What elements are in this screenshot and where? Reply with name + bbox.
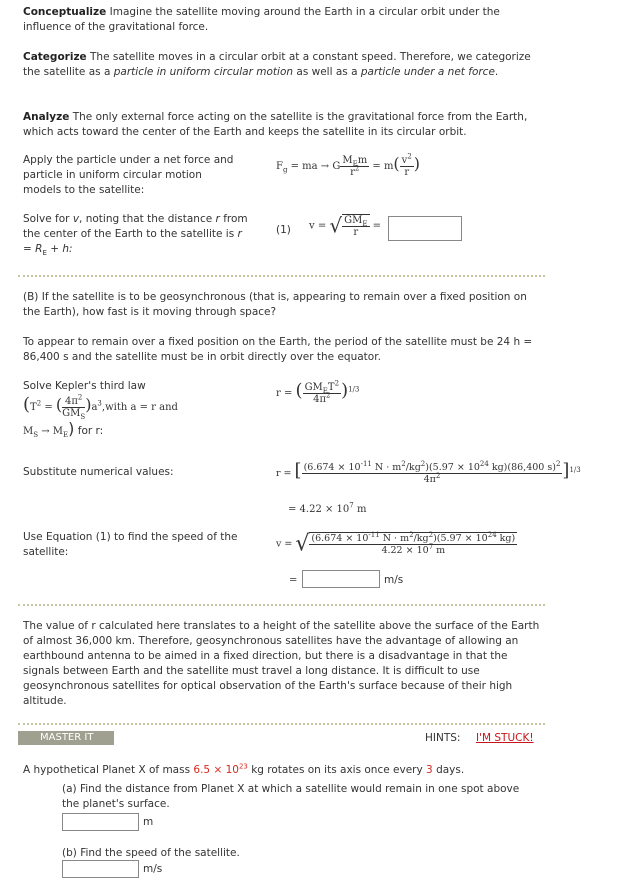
hints-label: HINTS: — [425, 732, 461, 744]
kepler-for-r: for r: — [77, 425, 104, 437]
result-r-value: = 4.22 × 10 — [288, 504, 350, 515]
numerator-text: (6.674 × 10 — [303, 462, 361, 473]
categorize-text-2: as well as a — [296, 66, 358, 78]
conceptualize-paragraph — [23, 5, 533, 35]
kepler-equation: ($T^2$ = ( $\frac{4\pi^2}{GM_S}$ )$a^3,with$ a = r and — [23, 393, 178, 421]
conceptualize-text: Imagine the satellite moving around the Earth in a circular orbit under the influence of the gravitational force. — [23, 6, 500, 33]
kepler-block — [23, 379, 253, 439]
master-it-bar — [18, 731, 114, 745]
rotation-days: 3 — [426, 764, 433, 776]
kepler-with-text: ,with a = r and — [101, 402, 178, 413]
equals-sign: = — [289, 575, 298, 586]
speed-unit: m/s — [384, 574, 404, 586]
question-a-text: (a) Find the distance from Planet X at which a satellite would remain in one spot above the planet's surface. — [62, 783, 520, 810]
separator-3 — [18, 723, 545, 725]
question-b-text: (b) Find the speed of the satellite. — [62, 847, 240, 859]
analyze-text: The only external force acting on the satellite is the gravitational force from the Earth, which acts toward the center of the Earth and keeps the satellite in its circular orbit. — [23, 111, 528, 138]
problem-intro-b: kg rotates on its axis once every — [251, 764, 423, 776]
kepler-line-1: Solve Kepler's third law — [23, 380, 146, 392]
conclusion-paragraph: The value of r calculated here translates to a height of the satellite above the surface of the Earth of almost 36,000 km. Therefore, geosynchronous satellites have the advantage of allowing an earthbound antenna to be aimed in a fixed direction, but there is a disadvantage in that the signals between Earth and the satellite must travel a long distance. It is difficult to use geosynchronous satellites for optical observation of the Earth's surface because of their high altitude. — [23, 620, 540, 707]
equation-net-force: $F_g$ = ma → G $\frac{M_Em}{r^2}$ = m( $\frac{v^2}{r}$ ) — [276, 152, 421, 178]
separator-2 — [18, 604, 545, 606]
answer-distance-input[interactable] — [62, 813, 139, 831]
categorize-paragraph — [23, 50, 533, 80]
step-solve-v-tail: + h: — [50, 243, 73, 255]
planet-mass — [193, 764, 247, 776]
step-net-force-text: Apply the particle under a net force and particle in uniform circular motion models to the satellite: — [23, 154, 234, 196]
var-r: r — [215, 213, 220, 225]
step-solve-v-eq: r = R — [23, 228, 242, 255]
use-equation-text: Use Equation (1) to find the speed of the satellite: — [23, 531, 238, 558]
var-v: v — [72, 213, 80, 225]
substitute-text: Substitute numerical values: — [23, 466, 174, 478]
step-solve-v-sub: E — [42, 249, 47, 258]
kepler-line-3: $M_S \to M_E$) for r: — [23, 419, 104, 439]
separator-1 — [18, 275, 545, 277]
equation-v-numeric: v = √ $\frac{(6.674 \times 10^{-11} N \cdot m^2/kg^2)(5.97 \times 10^{24} kg)}{4.22 \times 10^7 m}$ — [276, 530, 516, 557]
equation-r-numeric: r = [ $\frac{(6.674 \times 10^{-11} N \cdot m^2/kg^2)(5.97 \times 10^{24} kg)(86,400 s)^2}{4\pi^2}$ ]$^{1/3}$ — [276, 459, 581, 485]
result-r: = $4.22 \times 10^7$ m — [288, 501, 367, 515]
planet-mass-exp: 23 — [238, 762, 248, 771]
conceptualize-title: Conceptualize — [23, 6, 107, 18]
partb-question: (B) If the satellite is to be geosynchronous (that is, appearing to remain over a fixed position on the Earth), how fast is it moving through space? — [23, 291, 527, 318]
master-it-label: MASTER IT — [40, 732, 94, 743]
problem-intro-a: A hypothetical Planet X of mass — [23, 764, 191, 776]
equation-r: r = ( $\frac{GM_ET^2}{4\pi^2}$ )$^{1/3}$ — [276, 379, 360, 405]
problem-intro — [23, 763, 583, 778]
speed-unit-b: m/s — [143, 863, 163, 875]
result-r-unit: m — [356, 504, 367, 515]
answer-v-box[interactable] — [388, 216, 462, 241]
categorize-text-3: . — [494, 66, 499, 78]
equation-1-label: (1) — [276, 224, 291, 236]
answer-speed-box[interactable] — [302, 570, 380, 588]
categorize-text: The satellite moves in a circular orbit at a constant speed. Therefore, we categorize the satellite as a — [23, 51, 531, 78]
step-solve-v-c: from the center of the Earth to the satellite is — [23, 213, 248, 240]
step-solve-v-b: , noting that the distance — [79, 213, 213, 225]
answer-speed-input[interactable] — [62, 860, 139, 878]
partb-info: To appear to remain over a fixed position on the Earth, the period of the satellite must be 24 h = 86,400 s and the satellite must be in orbit directly over the equator. — [23, 336, 533, 363]
distance-unit: m — [143, 816, 154, 828]
analyze-paragraph — [23, 110, 533, 140]
categorize-title: Categorize — [23, 51, 87, 63]
planet-mass-value: 6.5 × 10 — [193, 764, 239, 776]
step-solve-v-a: Solve for — [23, 213, 70, 225]
im-stuck-link[interactable]: I'M STUCK! — [476, 732, 534, 744]
denominator-text: 4.22 × 10 — [381, 545, 429, 556]
problem-intro-c: days. — [436, 764, 465, 776]
categorize-model-2: particle under a net force — [360, 66, 495, 78]
equation-v: v = √ $\frac{GM_E}{r}$ = — [309, 213, 382, 238]
step-solve-v-text — [23, 212, 248, 257]
categorize-model-1: particle in uniform circular motion — [113, 66, 294, 78]
analyze-title: Analyze — [23, 111, 70, 123]
